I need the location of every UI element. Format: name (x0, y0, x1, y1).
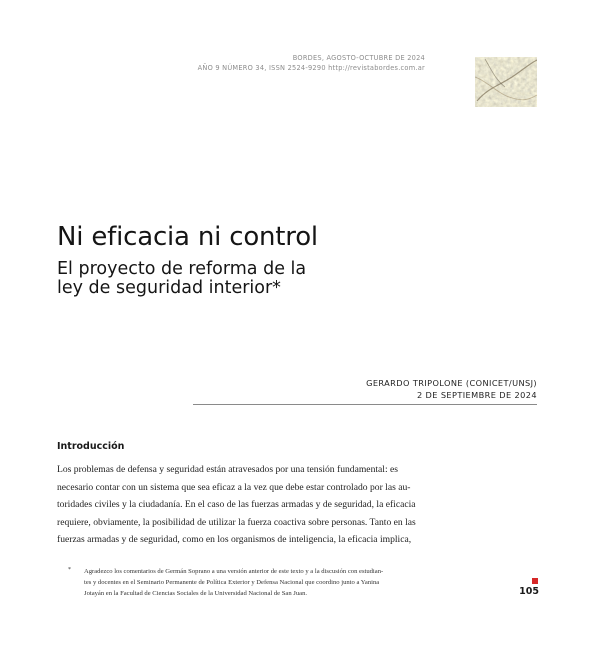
publication-date: 2 DE SEPTIEMBRE DE 2024 (416, 390, 537, 400)
journal-name-line: BORDES, AGOSTO-OCTUBRE DE 2024 (292, 54, 425, 62)
subtitle-line: ley de seguridad interior* (57, 278, 281, 298)
texture-image-graphic (475, 57, 537, 107)
page-accent-square (532, 578, 538, 584)
author-name: GERARDO TRIPOLONE (CONICET/UNSJ) (366, 378, 537, 388)
footnote-line: Agradezco los comentarios de Germán Soprano a una versión anterior de este texto y a la discusión con estudian- (84, 568, 384, 575)
footnote-line: Jotayán en la Facultad de Ciencias Sociales de la Universidad Nacional de San Juan. (84, 590, 308, 597)
page-number: 105 (519, 586, 539, 597)
paragraph-line: fuerzas armadas y de seguridad, como en los organismos de inteligencia, la eficacia implica, (57, 534, 412, 545)
issue-line: AÑO 9 NÚMERO 34, ISSN 2524-9290 http://revistabordes.com.ar (197, 64, 425, 72)
header-texture-image (475, 57, 537, 107)
paragraph-line: requiere, obviamente, la posibilidad de utilizar la fuerza coactiva sobre personas. Tanto en las (57, 516, 416, 528)
journal-header (198, 53, 425, 73)
body-paragraph (57, 461, 426, 549)
author-divider (193, 404, 537, 405)
paragraph-line: necesario contar con un sistema que sea eficaz a la vez que debe estar controlado por las au- (57, 481, 411, 493)
article-subtitle (57, 260, 306, 298)
author-block (366, 377, 537, 401)
article-title: Ni eficacia ni control (57, 222, 318, 252)
section-heading: Introducción (57, 441, 125, 452)
subtitle-line: El proyecto de reforma de la (57, 259, 307, 279)
footnote-marker: * (68, 567, 71, 573)
paragraph-line: toridades civiles y la ciudadanía. En el caso de las fuerzas armadas y de seguridad, la eficacia (57, 499, 416, 510)
footnote-line: tes y docentes en el Seminario Permanente de Política Exterior y Defensa Nacional que coordino junto a Yanina (84, 579, 380, 586)
paragraph-line: Los problemas de defensa y seguridad están atravesados por una tensión fundamental: es (57, 464, 399, 475)
footnote (84, 566, 429, 599)
